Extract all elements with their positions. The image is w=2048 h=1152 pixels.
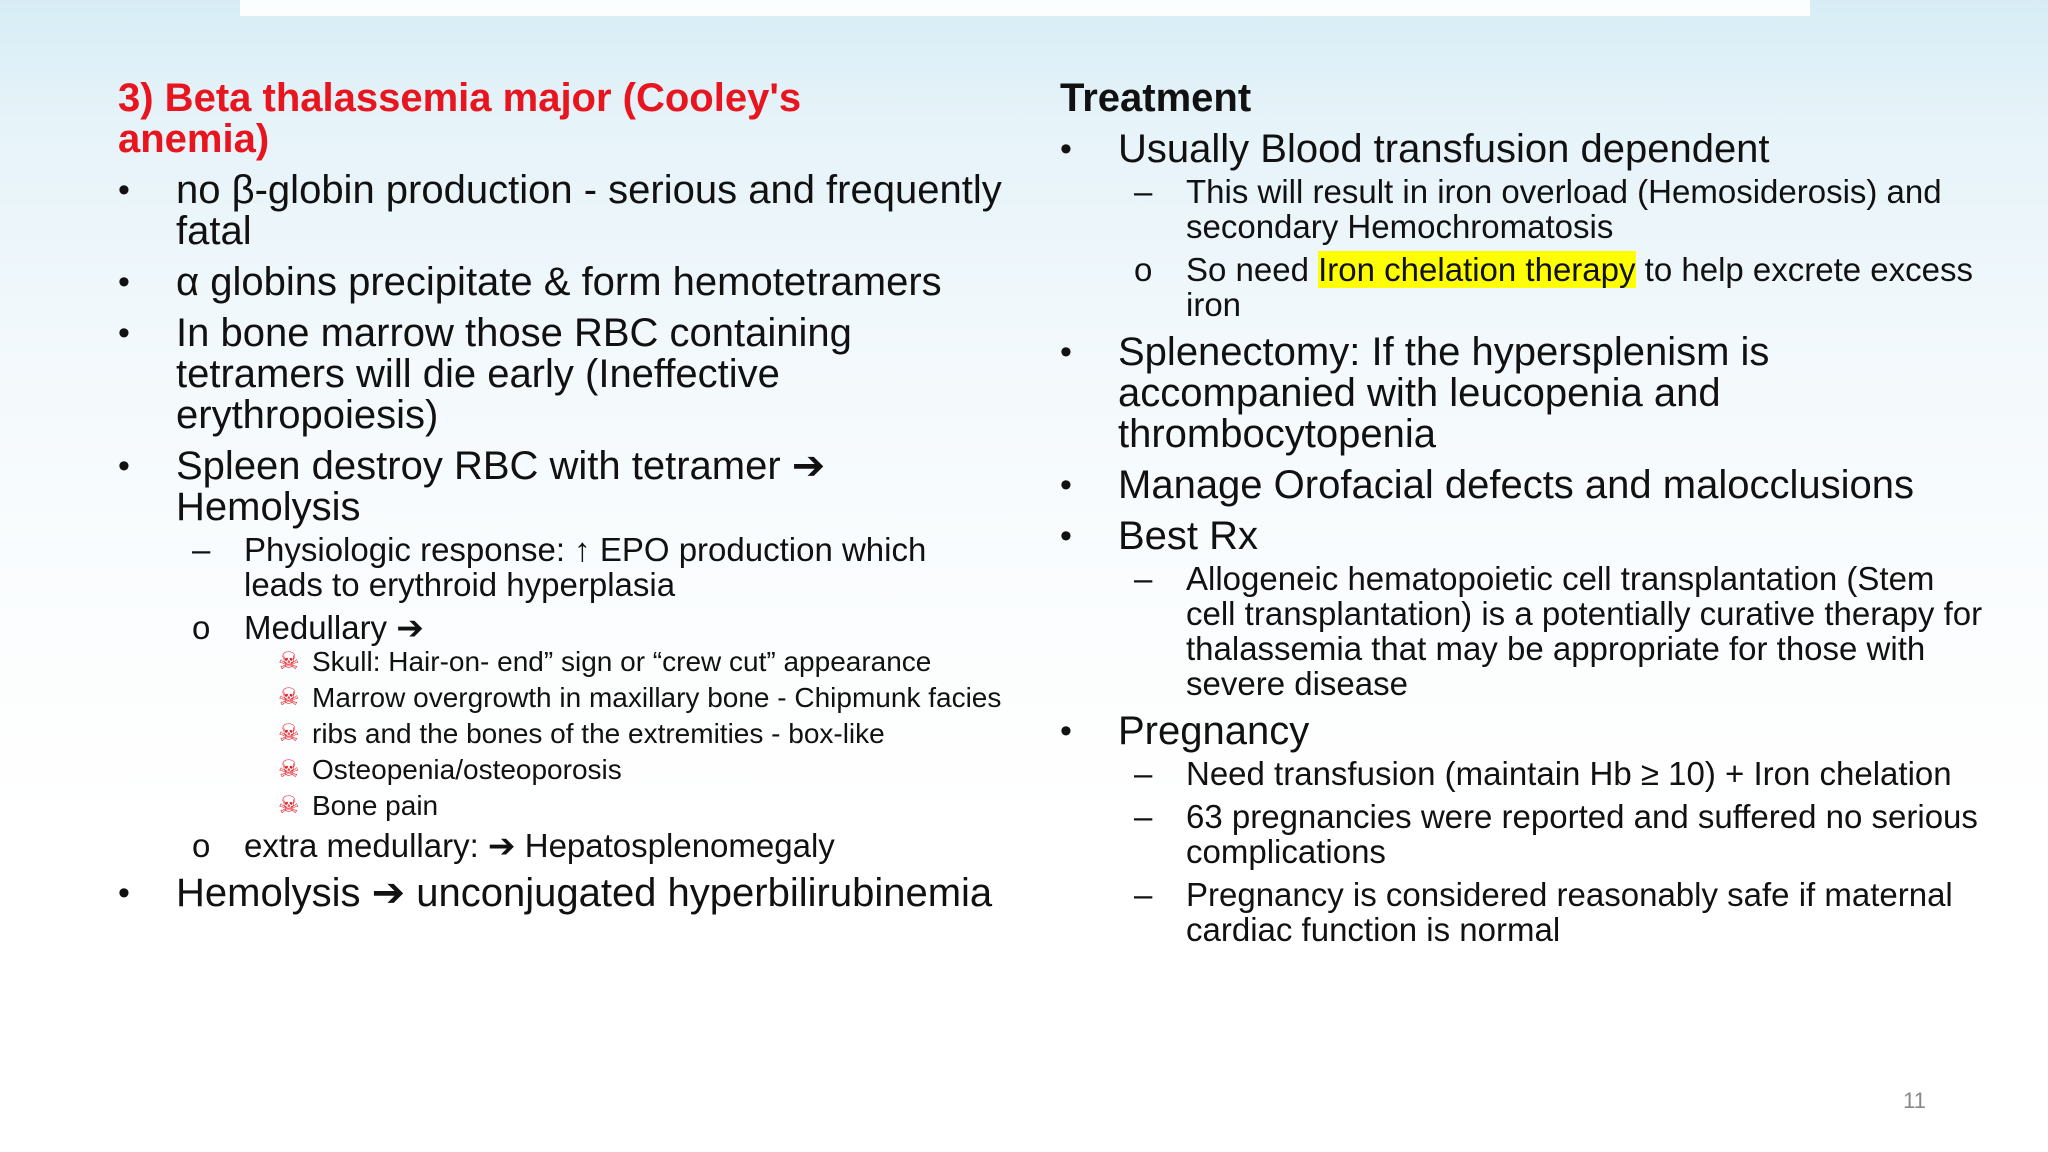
left-bullet-4 xyxy=(118,446,1006,863)
circle-marker: o xyxy=(192,609,211,646)
sub-item-chelation xyxy=(1118,252,1986,322)
left-bullet-2 xyxy=(118,262,1006,303)
bullet-marker: • xyxy=(1060,130,1072,168)
medullary-item xyxy=(244,719,1012,748)
bullet-text: no β-globin production - serious and frequently fatal xyxy=(176,168,1002,253)
left-bullet-3 xyxy=(118,313,1006,436)
medullary-item xyxy=(244,791,1012,820)
skull-icon: ☠ xyxy=(278,648,300,675)
bullet-marker: • xyxy=(118,447,130,485)
bullet-text: Hemolysis ➔ unconjugated hyperbilirubinemia xyxy=(176,871,993,915)
right-bullet-orofacial xyxy=(1060,465,1938,506)
sub-item-transplantation xyxy=(1118,561,1986,701)
sub-item-text: Allogeneic hematopoietic cell transplantation (Stem cell transplantation) is a potentially curative therapy for thalassemia that may be appropriate for those with severe disease xyxy=(1186,560,1983,702)
skull-icon: ☠ xyxy=(278,720,300,747)
sub-item-text-post: to help excrete excess iron xyxy=(1186,251,1974,323)
dash-marker: – xyxy=(1134,173,1153,210)
skull-icon: ☠ xyxy=(278,756,300,783)
left-sub-item-physiologic xyxy=(176,532,984,602)
transfusion-sublist xyxy=(1118,173,1974,323)
sub-item-text: extra medullary: ➔ Hepatosplenomegaly xyxy=(244,827,835,864)
bullet-text: Manage Orofacial defects and malocclusions xyxy=(1118,463,1914,507)
medullary-item xyxy=(244,683,1012,712)
left-bullet-list xyxy=(118,170,1008,914)
bullet-marker: • xyxy=(118,171,130,209)
bullet-marker: • xyxy=(118,263,130,301)
sub-item-text: Pregnancy is considered reasonably safe if maternal cardiac function is normal xyxy=(1186,876,1953,948)
bullet-text: α globins precipitate & form hemotetramers xyxy=(176,260,942,304)
sub-item-text: This will result in iron overload (Hemosiderosis) and secondary Hemochromatosis xyxy=(1186,173,1942,245)
right-column xyxy=(1060,76,1983,957)
bullet-marker: • xyxy=(118,874,130,912)
sub-item-pregnancies-reported xyxy=(1118,799,1986,869)
page-number: 11 xyxy=(1903,1088,1926,1113)
left-column xyxy=(118,78,1008,924)
medullary-item xyxy=(244,647,1012,676)
bullet-marker: • xyxy=(1060,517,1072,555)
left-bullet-1 xyxy=(118,170,1006,252)
sub-item-text: Physiologic response: ↑ EPO production which leads to erythroid hyperplasia xyxy=(244,531,927,603)
sub-item-text-pre: So need xyxy=(1186,251,1319,288)
right-bullet-pregnancy xyxy=(1060,709,1978,948)
left-sub-item-extra-medullary xyxy=(176,828,984,863)
skull-icon: ☠ xyxy=(278,792,300,819)
bullet-text: Spleen destroy RBC with tetramer ➔ Hemolysis xyxy=(176,444,826,529)
medullary-item-text: Osteopenia/osteoporosis xyxy=(312,754,622,785)
bullet-text: Splenectomy: If the hypersplenism is accompanied with leucopenia and thrombocytopenia xyxy=(1118,330,1770,456)
dash-marker: – xyxy=(1134,560,1153,597)
right-bullet-best-rx xyxy=(1060,514,1983,702)
right-title: Treatment xyxy=(1060,76,1252,120)
skull-icon: ☠ xyxy=(278,684,300,711)
medullary-item-text: Bone pain xyxy=(312,790,439,821)
dash-marker: – xyxy=(1134,876,1153,913)
highlighted-text: Iron chelation therapy xyxy=(1318,251,1636,288)
right-bullet-list xyxy=(1060,127,1983,948)
left-title: 3) Beta thalassemia major (Cooley's anemia) xyxy=(118,76,802,161)
medullary-item-text: Skull: Hair-on- end” sign or “crew cut” appearance xyxy=(312,646,932,677)
left-bullet-5 xyxy=(118,873,1006,914)
medullary-item xyxy=(244,755,1012,784)
left-sub-item-medullary xyxy=(176,609,1002,821)
dash-marker: – xyxy=(1134,798,1153,835)
bullet-text: Usually Blood transfusion dependent xyxy=(1118,127,1770,171)
top-band xyxy=(240,0,1810,16)
pregnancy-sublist xyxy=(1118,755,1978,948)
medullary-item-text: ribs and the bones of the extremities - box-like xyxy=(312,718,885,749)
bullet-text: Pregnancy xyxy=(1118,709,1310,753)
bullet-marker: • xyxy=(1060,466,1072,504)
dash-marker: – xyxy=(1134,755,1153,792)
right-bullet-splenectomy xyxy=(1060,332,1938,455)
best-rx-sublist xyxy=(1118,560,1983,702)
bullet-marker: • xyxy=(1060,712,1072,750)
left-sublist xyxy=(176,532,1006,863)
bullet-marker: • xyxy=(1060,333,1072,371)
bullet-marker: • xyxy=(118,314,130,352)
medullary-sublist xyxy=(244,646,1002,821)
bullet-text: In bone marrow those RBC containing tetramers will die early (Ineffective erythropoiesis) xyxy=(176,311,852,437)
circle-marker: o xyxy=(192,827,211,864)
sub-item-text: Medullary ➔ xyxy=(244,609,424,646)
sub-item-need-transfusion xyxy=(1118,756,1986,791)
sub-item-text: 63 pregnancies were reported and suffered no serious complications xyxy=(1186,798,1978,870)
sub-item-iron-overload xyxy=(1118,174,1986,244)
dash-marker: – xyxy=(192,531,211,568)
sub-item-pregnancy-safe xyxy=(1118,877,1986,947)
bullet-text: Best Rx xyxy=(1118,514,1259,558)
sub-item-text: Need transfusion (maintain Hb ≥ 10) + Iron chelation xyxy=(1186,755,1952,792)
medullary-item-text: Marrow overgrowth in maxillary bone - Chipmunk facies xyxy=(312,682,1002,713)
right-bullet-transfusion xyxy=(1060,127,1974,323)
circle-marker: o xyxy=(1134,251,1153,288)
